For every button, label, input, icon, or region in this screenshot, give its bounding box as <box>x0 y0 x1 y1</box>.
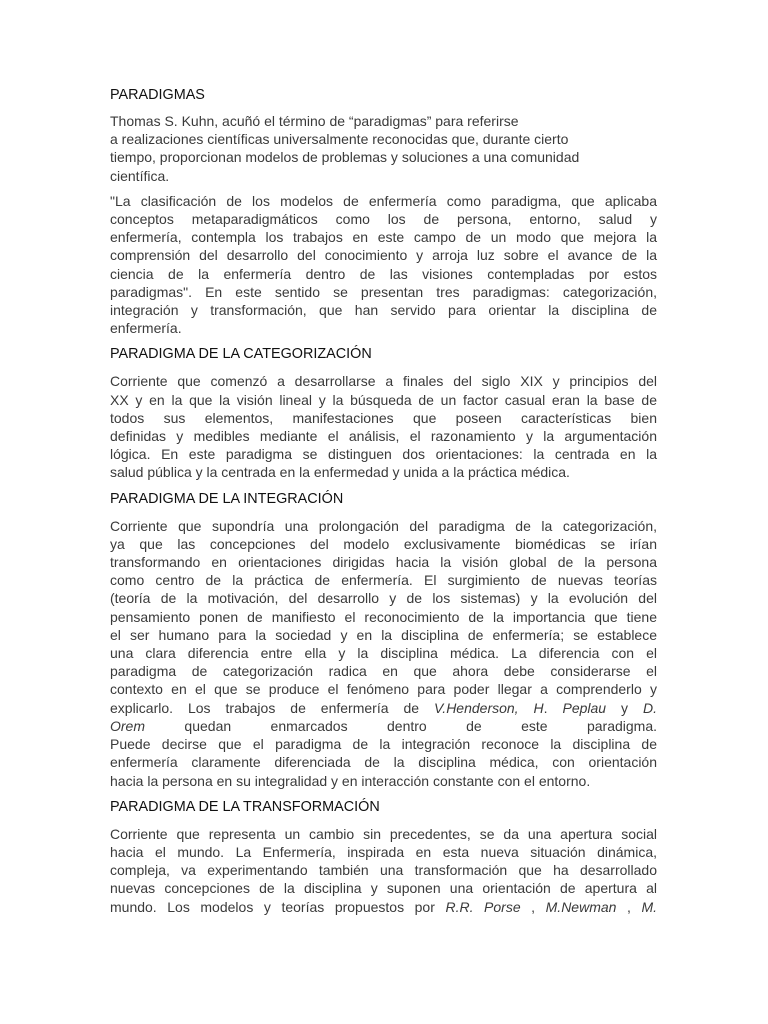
author-name: M.Newman <box>545 898 617 915</box>
text-line: paradigmas". En este sentido se presentan tres paradigmas: categorización, <box>110 283 657 300</box>
text-fragment: , <box>616 898 642 915</box>
text-line: XX y en la que la visión lineal y la búsqueda de un factor casual eran la base de <box>110 391 657 408</box>
text-line-authors <box>110 699 657 717</box>
text-fragment: mundo. Los modelos y teorías propuestos por <box>110 898 435 915</box>
text-line: conceptos metaparadigmáticos como los de persona, entorno, salud y <box>110 211 657 228</box>
text-line: enfermería claramente diferenciada de la disciplina médica, con orientación <box>110 754 657 771</box>
text-fragment: explicarlo. Los trabajos de enfermería de <box>110 699 420 716</box>
text-line: "La clasificación de los modelos de enfermería como paradigma, que aplicaba <box>110 192 657 209</box>
text-line: todos sus elementos, manifestaciones que poseen características bien <box>110 409 657 426</box>
author-name: D. <box>643 699 658 716</box>
text-line: Corriente que comenzó a desarrollarse a finales del siglo XIX y principios del <box>110 373 657 390</box>
text-line: salud pública y la centrada en la enfermedad y unida a la práctica médica. <box>110 464 570 481</box>
text-line: ciencia de la enfermería dentro de las visiones contempladas por estos <box>110 265 657 282</box>
text-fragment: quedan enmarcados dentro de este paradigma. <box>184 717 658 734</box>
text-line-authors <box>110 898 657 916</box>
text-line: enfermería, contempla los trabajos en este campo de un modo que mejora la <box>110 229 657 246</box>
section-paragraph-categorizacion <box>110 372 657 481</box>
text-line: transformando en orientaciones dirigidas hacia la visión global de la persona <box>110 554 657 571</box>
text-line: enfermería. <box>110 320 182 337</box>
author-name: Orem <box>110 717 145 734</box>
author-name: Peplau <box>562 699 607 716</box>
section-paragraph-integracion <box>110 517 657 790</box>
quote-paragraph <box>110 192 657 338</box>
text-line: Corriente que supondría una prolongación del paradigma de la categorización, <box>110 517 657 534</box>
text-fragment: y <box>606 699 644 716</box>
text-line: comprensión del desarrollo del conocimiento y arroja luz sobre el avance de la <box>110 247 657 264</box>
text-line: paradigma de categorización radica en que ahora debe considerarse el <box>110 663 657 680</box>
text-line: como centro de la práctica de enfermería. El surgimiento de nuevas teorías <box>110 572 657 589</box>
document-title: PARADIGMAS <box>110 87 205 103</box>
author-name: V.Henderson, H <box>434 699 544 716</box>
section-heading-integracion: PARADIGMA DE LA INTEGRACIÓN <box>110 490 344 507</box>
text-line: lógica. En este paradigma se distinguen dos orientaciones: la centrada en la <box>110 446 657 463</box>
author-name: M. <box>641 898 658 915</box>
text-line: Thomas S. Kuhn, acuñó el término de “paradigmas” para referirse <box>110 113 519 129</box>
text-line: científica. <box>110 167 170 184</box>
text-fragment: , <box>520 898 546 915</box>
text-line: compleja, va experimentando también una transformación que ha desarrollado <box>110 862 657 879</box>
text-line-authors <box>110 717 657 735</box>
text-line: tiempo, proporcionan modelos de problemas y soluciones a una comunidad <box>110 149 580 166</box>
intro-paragraph <box>110 112 657 185</box>
text-line: el ser humano para la sociedad y en la disciplina de enfermería; se establece <box>110 626 657 643</box>
section-heading-transformacion: PARADIGMA DE LA TRANSFORMACIÓN <box>110 798 380 815</box>
text-line: nuevas concepciones de la disciplina y suponen una orientación de apertura al <box>110 880 657 897</box>
document-page <box>110 86 657 923</box>
section-paragraph-transformacion <box>110 825 657 916</box>
text-line: hacia el mundo. La Enfermería, inspirada en esta nueva situación dinámica, <box>110 843 657 860</box>
text-line: definidas y medibles mediante el análisis, el razonamiento y la argumentación <box>110 428 657 445</box>
text-line: a realizaciones científicas universalmente reconocidas que, durante cierto <box>110 131 569 148</box>
text-line: Corriente que representa un cambio sin precedentes, se da una apertura social <box>110 825 657 842</box>
text-line: contexto en el que se produce el fenómeno para poder llegar a comprenderlo y <box>110 681 657 698</box>
text-line: pensamiento ponen de manifiesto el reconocimiento de la importancia que tiene <box>110 608 657 625</box>
text-line: (teoría de la motivación, del desarrollo y de los sistemas) y la evolución del <box>110 590 657 607</box>
text-line: ya que las concepciones del modelo exclusivamente biomédicas se irían <box>110 535 657 552</box>
text-line: una clara diferencia entre ella y la disciplina médica. La diferencia con el <box>110 645 657 662</box>
text-line: Puede decirse que el paradigma de la integración reconoce la disciplina de <box>110 736 657 753</box>
text-fragment: . <box>543 699 563 716</box>
text-line: hacia la persona en su integralidad y en interacción constante con el entorno. <box>110 772 591 789</box>
section-heading-categorizacion: PARADIGMA DE LA CATEGORIZACIÓN <box>110 346 372 363</box>
author-name: R.R. Porse <box>445 898 521 915</box>
text-line: integración y transformación, que han servido para orientar la disciplina de <box>110 302 657 319</box>
